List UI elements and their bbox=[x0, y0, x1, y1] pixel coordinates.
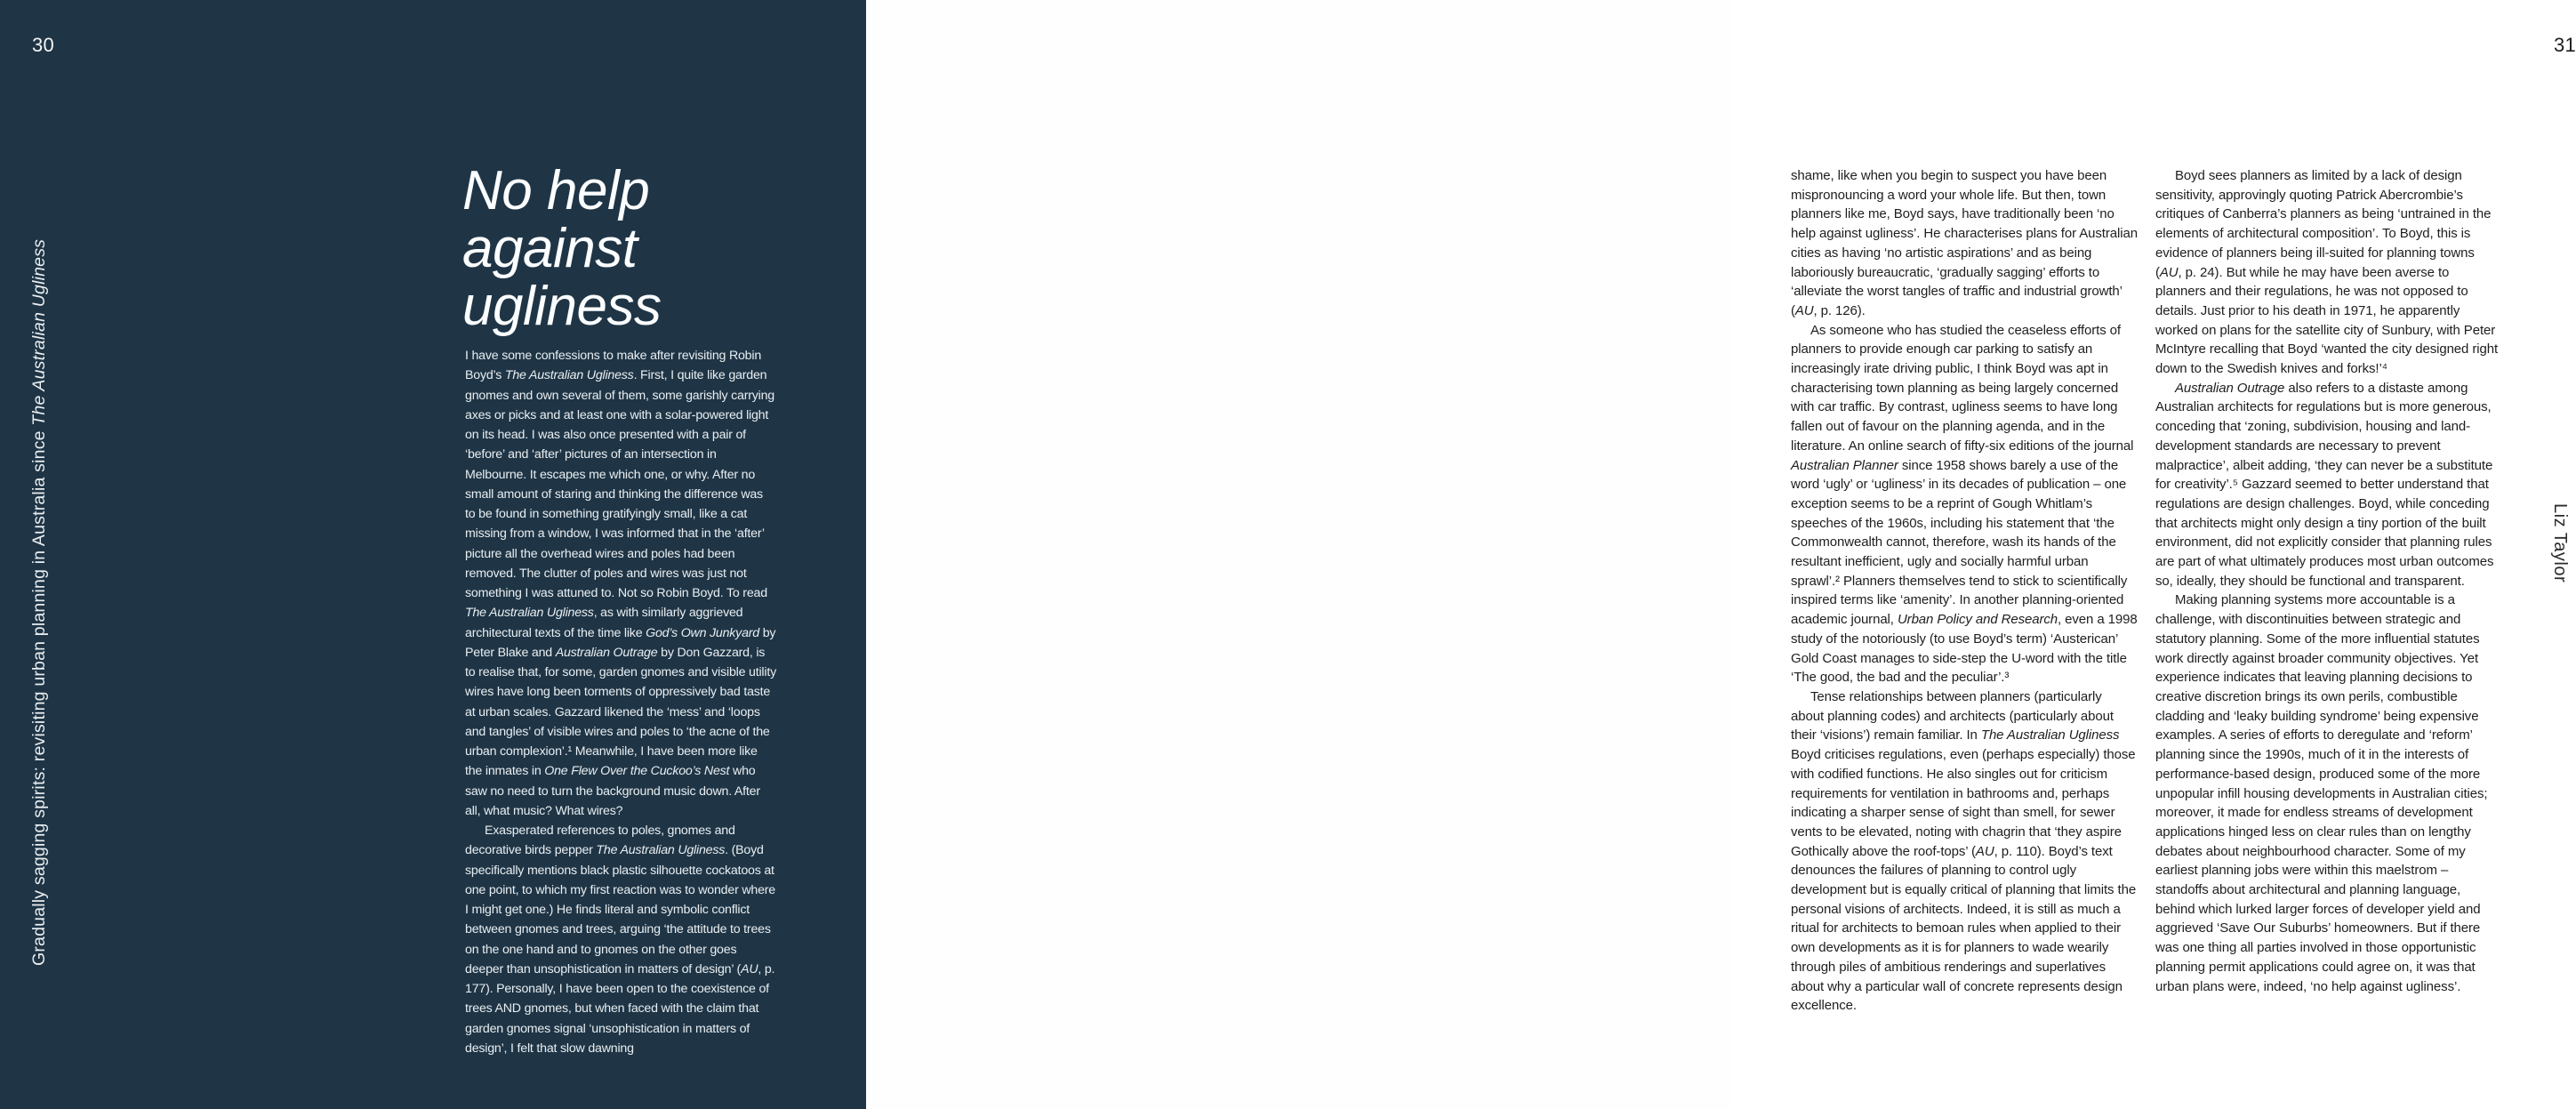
italic-text-run: The Australian Ugliness bbox=[29, 238, 49, 426]
right-page-number: 31 bbox=[2554, 34, 2576, 56]
text-run: , p. 126). bbox=[1813, 302, 1866, 318]
right-page-column-2 bbox=[2155, 166, 2502, 996]
article-title bbox=[462, 162, 661, 335]
italic-text-run: The Australian Ugliness bbox=[465, 606, 594, 621]
text-run: by Peter Blake and bbox=[465, 625, 776, 660]
paragraph bbox=[465, 821, 776, 1058]
text-run: Exasperated references to poles, gnomes and decorative birds pepper bbox=[465, 824, 735, 858]
italic-text-run: AU bbox=[1794, 302, 1814, 318]
italic-text-run: God’s Own Junkyard bbox=[646, 625, 759, 640]
text-run: Boyd criticises regulations, even (perhaps especially) those with codified functions. He also singles out for criticism requirements for ventilation in bathrooms and, perhaps indicating a sharper sense of sight than smell, for sewer vents to be elevated, noting with chagrin that ‘they aspire Gothically above the roof-tops’ ( bbox=[1791, 747, 2136, 859]
paragraph bbox=[2155, 379, 2502, 591]
text-run: I have some confessions to make after revisiting Robin Boyd’s bbox=[465, 349, 762, 383]
text-run: Gradually sagging spirits: revisiting urban planning in Australia since bbox=[29, 425, 49, 966]
paragraph bbox=[1791, 166, 2138, 321]
italic-text-run: The Australian Ugliness bbox=[1980, 727, 2120, 743]
right-page-column-1 bbox=[1791, 166, 2138, 1016]
text-run: , p. 110). Boyd’s text denounces the failures of planning to control ugly development but is equally critical of planning that limits the personal visions of architects. Indeed, it is still as much a ritual for architects to bemoan rules when applied to their own developments as it is for planners to wade wearily through piles of ambitious renderings and superlatives about why a particular wall of concrete represents design excellence. bbox=[1791, 843, 2137, 1014]
italic-text-run: The Australian Ugliness bbox=[596, 843, 726, 858]
text-run: , p. 24). But while he may have been averse to planners and their regulations, he was not opposed to details. Just prior to his death in 1971, he apparently worked on plans for the satellite city of Sunbury, with Peter McIntyre recalling that Boyd ‘wanted the city designed right down to the Swedish knives and forks!’⁴ bbox=[2155, 264, 2499, 377]
text-run: Making planning systems more accountable is a challenge, with discontinuities between strategic and statutory planning. Some of the more influential statutes work directly against broader community objectives. Yet experience indicates that leaving planning decisions to creative discretion brings its own perils, combustible cladding and ‘leaky building syndrome’ being expensive examples. A series of efforts to deregulate and ‘reform’ planning since the 1990s, much of it in the interests of performance-based design, produced some of the more unpopular infill housing developments in Australian cities; moreover, it made for endless streams of development applications hinged less on clear rules than on lengthy debates about neighbourhood character. Some of my earliest planning jobs were within this maelstrom – standoffs about architectural and planning language, behind which lurked larger forces of developer yield and aggrieved ‘Save Our Suburbs’ homeowners. But if there was one thing all parties involved in those opportunistic planning permit applications could agree on, it was that urban plans were, indeed, ‘no help against ugliness’. bbox=[2155, 592, 2488, 994]
text-run: shame, like when you begin to suspect you have been mispronouncing a word your whole life. But then, town planners like me, Boyd says, have traditionally been ‘no help against ugliness’. He characterises plans for Australian cities as having ‘no artistic aspirations’ and as being laboriously bureaucratic, ‘gradually sagging’ efforts to ‘alleviate the worst tangles of traffic and industrial growth’ ( bbox=[1791, 168, 2138, 318]
left-page-body-text bbox=[465, 346, 776, 1058]
text-run: since 1958 shows barely a use of the word ‘ugly’ or ‘ugliness’ in its decades of publication – one exception seems to be a reprint of Gough Whitlam’s speeches of the 1960s, including his statement that ‘the Commonwealth cannot, therefore, wash its hands of the resultant inefficient, ugly and socially harmful urban sprawl’.² Planners themselves tend to stick to scientifically inspired terms like ‘amenity’. In another planning-oriented academic journal, bbox=[1791, 457, 2128, 628]
text-run: , even a 1998 study of the notoriously (to use Boyd’s term) ‘Austerican’ Gold Coast manages to side-step the U-word with the title ‘The good, the bad and the peculiar’.³ bbox=[1791, 612, 2138, 686]
italic-text-run: Australian Planner bbox=[1791, 457, 1898, 473]
paragraph bbox=[2155, 166, 2502, 379]
italic-text-run: AU bbox=[741, 961, 758, 976]
italic-text-run: Australian Outrage bbox=[555, 645, 658, 660]
text-run: by Don Gazzard, is to realise that, for some, garden gnomes and visible utility wires have long been torments of oppressively bad taste at urban scales. Gazzard likened the ‘mess’ and ‘loops and tangles’ of visible wires and poles to ‘the acne of the urban complexion’.¹ Meanwhile, I have been more like the inmates in bbox=[465, 645, 776, 779]
paragraph bbox=[465, 346, 776, 821]
text-run: As someone who has studied the ceaseless efforts of planners to provide enough car parking to satisfy an increasingly irate driving public, I think Boyd was apt in characterising town planning as being largely concerned with car traffic. By contrast, ugliness seems to have long fallen out of favour on the planning agenda, and in the literature. An online search of fifty-six editions of the journal bbox=[1791, 322, 2134, 454]
paragraph bbox=[2155, 591, 2502, 996]
text-run: , p. 177). Personally, I have been open to the coexistence of trees AND gnomes, but when faced with the claim that garden gnomes signal ‘unsophistication in matters of design’, I felt that slow dawning bbox=[465, 961, 775, 1056]
text-run: . (Boyd specifically mentions black plastic silhouette cockatoos at one point, to which my first reaction was to wonder where I might get one.) He finds literal and symbolic conflict between gnomes and trees, arguing ‘the attitude to trees on the one hand and to gnomes on the other goes deeper than unsophistication in matters of design’ ( bbox=[465, 843, 775, 976]
author-name: Liz Taylor bbox=[2550, 503, 2570, 583]
italic-text-run: AU bbox=[2159, 264, 2179, 280]
paragraph bbox=[1791, 321, 2138, 687]
text-run: Boyd sees planners as limited by a lack of design sensitivity, approvingly quoting Patrick Abercrombie’s critiques of Canberra’s planners as being ‘untrained in the elements of architectural composition’. To Boyd, this is evidence of planners being ill-suited for planning towns ( bbox=[2155, 168, 2492, 280]
text-run: Tense relationships between planners (particularly about planning codes) and architects (particularly about their ‘visions’) remain familiar. In bbox=[1791, 688, 2114, 743]
italic-text-run: One Flew Over the Cuckoo’s Nest bbox=[544, 764, 730, 779]
text-run: . First, I quite like garden gnomes and own several of them, some garishly carrying axes or picks and at least one with a solar-powered light on its head. I was also once presented with a pair of ‘before’ and ‘after’ pictures of an intersection in Melbourne. It escapes me which one, or why. After no small amount of staring and thinking the difference was to be found in something gratifyingly small, like a cat missing from a window, I was informed that in the ‘after’ picture all the overhead wires and poles had been removed. The clutter of poles and wires was just not something I was attuned to. Not so Robin Boyd. To read bbox=[465, 368, 774, 600]
left-page-number: 30 bbox=[32, 34, 55, 56]
text-run: also refers to a distaste among Australian architects for regulations but is more generous, conceding that ‘zoning, subdivision, housing and land-development standards are necessary to prevent malpractice’, albeit adding, ‘they can never be a substitute for creativity’.⁵ Gazzard seemed to better understand that regulations are design challenges. Boyd, while conceding that architects might only design a tiny portion of the built environment, did not explicitly consider that planning rules are part of what ultimately produces most urban outcomes so, ideally, they should be functional and transparent. bbox=[2155, 380, 2494, 589]
italic-text-run: The Australian Ugliness bbox=[504, 368, 634, 383]
article-title-line-3: ugliness bbox=[462, 276, 662, 337]
left-page bbox=[0, 0, 866, 1109]
paragraph bbox=[1791, 687, 2138, 1016]
italic-text-run: Australian Outrage bbox=[2175, 380, 2285, 396]
spine-running-title bbox=[29, 157, 52, 966]
article-title-line-1: No help bbox=[462, 160, 650, 221]
text-run: , as with similarly aggrieved architectural texts of the time like bbox=[465, 606, 743, 640]
article-title-line-2: against bbox=[462, 218, 638, 279]
italic-text-run: AU bbox=[1975, 843, 1994, 859]
text-run: who saw no need to turn the background music down. After all, what music? What wires? bbox=[465, 764, 760, 818]
italic-text-run: Urban Policy and Research bbox=[1897, 612, 2058, 628]
right-page bbox=[866, 0, 2576, 1109]
